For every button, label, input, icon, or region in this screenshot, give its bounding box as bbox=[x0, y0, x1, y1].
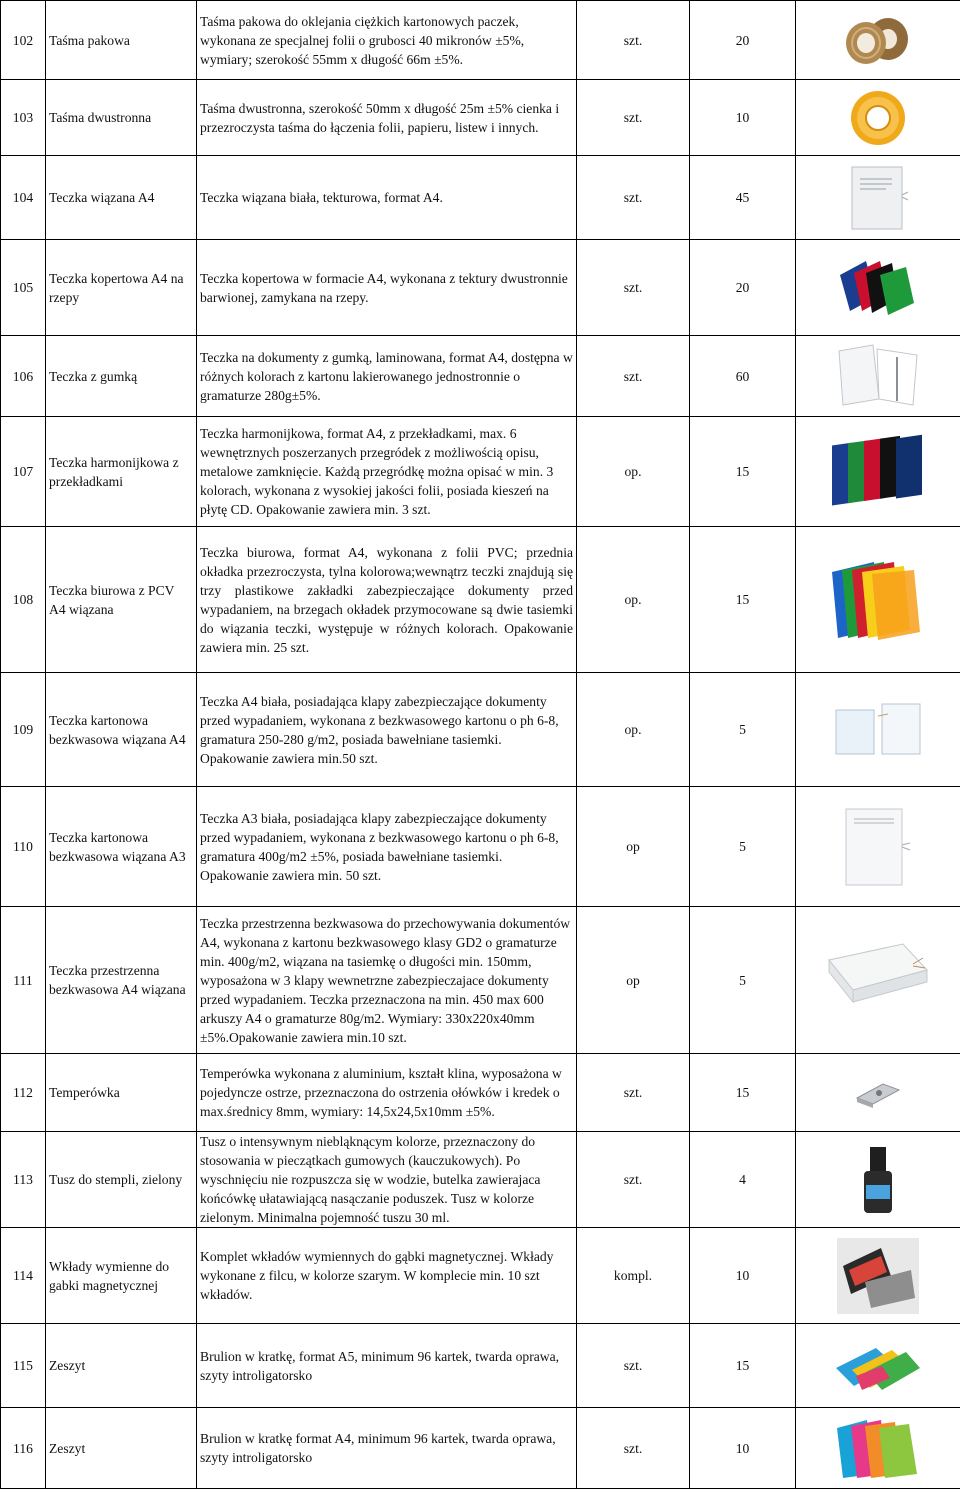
item-unit: kompl. bbox=[577, 1228, 690, 1324]
item-description: Teczka biurowa, format A4, wykonana z folii PVC; przednia okładka przezroczysta, tylna kolorowa;wewnątrz teczki znajdują się trzy plastikowe zakładki zabezpieczające dokumenty przed wypadaniem, na brzegach okładek przymocowane są dwie tasiemki do wiązania teczki, występuje w różnych kolorach. Opakowanie zawiera min. 25 szt. bbox=[197, 527, 577, 673]
item-number: 110 bbox=[1, 787, 46, 907]
table-row bbox=[1, 1228, 960, 1324]
item-name: Temperówka bbox=[46, 1054, 197, 1132]
item-name: Teczka z gumką bbox=[46, 336, 197, 417]
item-number: 103 bbox=[1, 80, 46, 156]
item-unit: szt. bbox=[577, 1132, 690, 1228]
item-description: Taśma dwustronna, szerokość 50mm x długość 25m ±5% cienka i przezroczysta taśma do łączenia folii, papieru, listew i innych. bbox=[197, 80, 577, 156]
item-quantity: 60 bbox=[690, 336, 796, 417]
notebook-a4-icon bbox=[833, 1416, 923, 1480]
item-unit: szt. bbox=[577, 156, 690, 240]
item-number: 108 bbox=[1, 527, 46, 673]
item-unit: szt. bbox=[577, 1054, 690, 1132]
item-unit: szt. bbox=[577, 240, 690, 336]
table-row bbox=[1, 1, 960, 80]
item-description: Teczka kopertowa w formacie A4, wykonana z tektury dwustronnie barwionej, zamykana na rzepy. bbox=[197, 240, 577, 336]
item-unit: szt. bbox=[577, 336, 690, 417]
item-unit: szt. bbox=[577, 1408, 690, 1489]
item-name: Teczka harmonijkowa z przekładkami bbox=[46, 417, 197, 527]
item-quantity: 45 bbox=[690, 156, 796, 240]
item-description: Brulion w kratkę, format A5, minimum 96 kartek, twarda oprawa, szyty introligatorsko bbox=[197, 1324, 577, 1408]
item-quantity: 10 bbox=[690, 1408, 796, 1489]
tie-folder-icon bbox=[846, 165, 910, 231]
item-number: 106 bbox=[1, 336, 46, 417]
item-unit: szt. bbox=[577, 1, 690, 80]
item-description: Taśma pakowa do oklejania ciężkich kartonowych paczek, wykonana ze specjalnej folii o grubosci 40 mikronów ±5%, wymiary; szerokość 55mm x długość 66m ±5%. bbox=[197, 1, 577, 80]
item-description: Teczka A3 biała, posiadająca klapy zabezpieczające dokumenty przed wypadaniem, wykonana z bezkwasowego kartonu o ph 6-8, gramatura 400g/m2 ±5%, posiada bawełniane tasiemki. Opakowanie zawiera min. 50 szt. bbox=[197, 787, 577, 907]
item-name: Tusz do stempli, zielony bbox=[46, 1132, 197, 1228]
item-unit: op bbox=[577, 907, 690, 1054]
item-description: Brulion w kratkę format A4, minimum 96 kartek, twarda oprawa, szyty introligatorsko bbox=[197, 1408, 577, 1489]
table-row bbox=[1, 527, 960, 673]
item-quantity: 10 bbox=[690, 1228, 796, 1324]
acid-free-folders-icon bbox=[830, 700, 926, 760]
item-number: 111 bbox=[1, 907, 46, 1054]
ink-bottle-icon bbox=[858, 1145, 898, 1215]
item-name: Teczka biurowa z PCV A4 wiązana bbox=[46, 527, 197, 673]
double-sided-tape-icon bbox=[843, 87, 913, 149]
item-number: 102 bbox=[1, 1, 46, 80]
item-name: Teczka kartonowa bezkwasowa wiązana A3 bbox=[46, 787, 197, 907]
item-name: Teczka kopertowa A4 na rzepy bbox=[46, 240, 197, 336]
item-unit: op bbox=[577, 787, 690, 907]
item-quantity: 20 bbox=[690, 1, 796, 80]
item-unit: op. bbox=[577, 527, 690, 673]
item-number: 107 bbox=[1, 417, 46, 527]
elastic-folder-icon bbox=[833, 343, 923, 409]
item-number: 112 bbox=[1, 1054, 46, 1132]
item-description: Teczka harmonijkowa, format A4, z przekładkami, max. 6 wewnętrznych poszerzanych przegródek z możliwością opisu, metalowe zamknięcie. Każdą przegródkę można opisać w min. 3 kolorach, wykonana z wysokiej jakości folii, posiada kieszeń na płytę CD. Opakowanie zawiera min. 3 szt. bbox=[197, 417, 577, 527]
item-name: Zeszyt bbox=[46, 1324, 197, 1408]
item-quantity: 15 bbox=[690, 1054, 796, 1132]
sponge-refill-icon bbox=[835, 1236, 921, 1316]
item-number: 115 bbox=[1, 1324, 46, 1408]
table-row bbox=[1, 1408, 960, 1489]
item-number: 104 bbox=[1, 156, 46, 240]
table-row bbox=[1, 156, 960, 240]
item-quantity: 5 bbox=[690, 673, 796, 787]
table-row bbox=[1, 336, 960, 417]
accordion-folders-icon bbox=[828, 432, 928, 512]
table-row bbox=[1, 417, 960, 527]
item-name: Teczka kartonowa bezkwasowa wiązana A4 bbox=[46, 673, 197, 787]
item-quantity: 15 bbox=[690, 527, 796, 673]
notebook-a5-icon bbox=[832, 1338, 924, 1394]
item-quantity: 20 bbox=[690, 240, 796, 336]
item-name: Taśma pakowa bbox=[46, 1, 197, 80]
table-row bbox=[1, 1324, 960, 1408]
packing-tape-icon bbox=[838, 13, 918, 68]
item-number: 109 bbox=[1, 673, 46, 787]
item-name: Teczka wiązana A4 bbox=[46, 156, 197, 240]
item-quantity: 10 bbox=[690, 80, 796, 156]
item-quantity: 5 bbox=[690, 907, 796, 1054]
item-name: Wkłady wymienne do gabki magnetycznej bbox=[46, 1228, 197, 1324]
table-row bbox=[1, 1054, 960, 1132]
item-quantity: 4 bbox=[690, 1132, 796, 1228]
table-row bbox=[1, 80, 960, 156]
box-folder-icon bbox=[823, 940, 933, 1020]
table-row bbox=[1, 1132, 960, 1228]
item-quantity: 5 bbox=[690, 787, 796, 907]
item-unit: szt. bbox=[577, 1324, 690, 1408]
item-number: 113 bbox=[1, 1132, 46, 1228]
item-description: Tusz o intensywnym niebląknącym kolorze, przeznaczony do stosowania w pieczątkach gumowych (kauczukowych). Po wyschnięciu nie rozpuszcza się w wodzie, butelka zawierajaca końcówkę ułatawiającą nasączanie poduszek. Tusz w kolorze zielonym. Minimalna pojemność tuszu 30 ml. bbox=[197, 1132, 577, 1228]
a3-folder-icon bbox=[838, 805, 918, 889]
item-name: Teczka przestrzenna bezkwasowa A4 wiązana bbox=[46, 907, 197, 1054]
item-number: 105 bbox=[1, 240, 46, 336]
item-unit: op. bbox=[577, 673, 690, 787]
table-row bbox=[1, 907, 960, 1054]
item-unit: op. bbox=[577, 417, 690, 527]
item-description: Teczka wiązana biała, tekturowa, format A4. bbox=[197, 156, 577, 240]
envelope-folders-icon bbox=[836, 257, 920, 319]
item-number: 114 bbox=[1, 1228, 46, 1324]
item-description: Temperówka wykonana z aluminium, kształt klina, wyposażona w pojedyncze ostrze, przeznaczona do ostrzenia ołówków i kredek o max.średnicy 8mm, wymiary: 14,5x24,5x10mm ±5%. bbox=[197, 1054, 577, 1132]
item-quantity: 15 bbox=[690, 417, 796, 527]
item-name: Zeszyt bbox=[46, 1408, 197, 1489]
pvc-folders-icon bbox=[828, 558, 928, 642]
item-quantity: 15 bbox=[690, 1324, 796, 1408]
item-number: 116 bbox=[1, 1408, 46, 1489]
item-description: Teczka przestrzenna bezkwasowa do przechowywania dokumentów A4, wykonana z kartonu bezkwasowego klasy GD2 o gramaturze min. 400g/m2, wiązana na tasiemkę o długości min. 150mm, wyposażona w 3 klapy wewnetrzne zabezpieczajace dokumenty przed wypadaniem. Teczka przeznaczona na min. 450 max 600 arkuszy A4 o gramaturze 80g/m2. Wymiary: 330x220x40mm ±5%.Opakowanie zawiera min.10 szt. bbox=[197, 907, 577, 1054]
sharpener-icon bbox=[853, 1078, 903, 1108]
table-row bbox=[1, 240, 960, 336]
table-row bbox=[1, 787, 960, 907]
item-description: Teczka A4 biała, posiadająca klapy zabezpieczające dokumenty przed wypadaniem, wykonana z bezkwasowego kartonu o ph 6-8, gramatura 250-280 g/m2, posiada bawełniane tasiemki. Opakowanie zawiera min.50 szt. bbox=[197, 673, 577, 787]
item-unit: szt. bbox=[577, 80, 690, 156]
item-name: Taśma dwustronna bbox=[46, 80, 197, 156]
item-description: Teczka na dokumenty z gumką, laminowana, format A4, dostępna w różnych kolorach z kartonu lakierowanego jednostronnie o gramaturze 280g±5%. bbox=[197, 336, 577, 417]
item-description: Komplet wkładów wymiennych do gąbki magnetycznej. Wkłady wykonane z filcu, w kolorze szarym. W komplecie min. 10 szt wkładów. bbox=[197, 1228, 577, 1324]
table-row bbox=[1, 673, 960, 787]
